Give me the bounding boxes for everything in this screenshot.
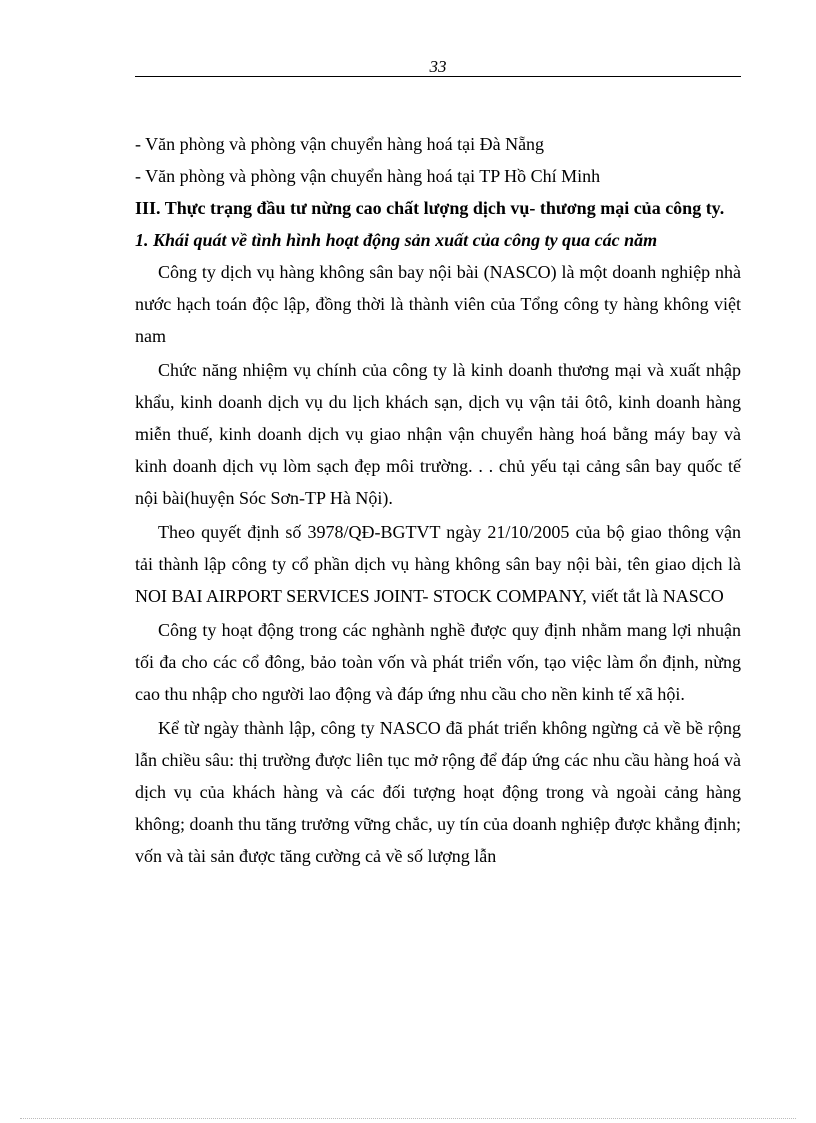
section-heading: III. Thực trạng đầu tư nừng cao chất lượng dịch vụ- thương mại của công ty.	[135, 198, 725, 218]
paragraph: Theo quyết định số 3978/QĐ-BGTVT ngày 21/10/2005 của bộ giao thông vận tải thành lập công ty cổ phần dịch vụ hàng không sân bay nội bài, tên giao dịch là NOI BAI AIRPORT SERVICES JOINT- STOCK COMPANY, viết tắt là NASCO	[135, 522, 741, 606]
page-header	[135, 58, 741, 77]
document-body	[135, 128, 741, 872]
paragraph: Chức năng nhiệm vụ chính của công ty là kinh doanh thương mại và xuất nhập khẩu, kinh doanh dịch vụ du lịch khách sạn, dịch vụ vận tải ôtô, kinh doanh hàng miễn thuế, kinh doanh dịch vụ giao nhận vận chuyển hàng hoá bằng máy bay và kinh doanh dịch vụ lòm sạch đẹp môi trường. . . chủ yếu tại cảng sân bay quốc tế nội bài(huyện Sóc Sơn-TP Hà Nội).	[135, 360, 741, 508]
subsection-heading: 1. Khái quát về tình hình hoạt động sản xuất của công ty qua các năm	[135, 230, 658, 250]
bullet-item: - Văn phòng và phòng vận chuyển hàng hoá tại TP Hồ Chí Minh	[135, 166, 601, 186]
bullet-item: - Văn phòng và phòng vận chuyển hàng hoá tại Đà Nẵng	[135, 134, 545, 154]
header-divider	[135, 76, 741, 77]
paragraph: Công ty dịch vụ hàng không sân bay nội bài (NASCO) là một doanh nghiệp nhà nước hạch toán độc lập, đồng thời là thành viên của Tổng công ty hàng không việt nam	[135, 262, 741, 346]
page-bottom-border	[20, 1118, 796, 1119]
paragraph: Kể từ ngày thành lập, công ty NASCO đã phát triển không ngừng cả về bề rộng lẫn chiều sâu: thị trường được liên tục mở rộng để đáp ứng các nhu cầu hàng hoá và dịch vụ của khách hàng và các đối tượng hoạt động trong và ngoài cảng hàng không; doanh thu tăng trưởng vững chắc, uy tín của doanh nghiệp được khẳng định; vốn và tài sản được tăng cường cả về số lượng lẫn	[135, 718, 741, 866]
page-number: 33	[429, 57, 447, 76]
paragraph: Công ty hoạt động trong các nghành nghề được quy định nhằm mang lợi nhuận tối đa cho các cổ đông, bảo toàn vốn và phát triển vốn, tạo việc làm ổn định, nừng cao thu nhập cho người lao động và đáp ứng nhu cầu cho nền kinh tế xã hội.	[135, 620, 741, 704]
